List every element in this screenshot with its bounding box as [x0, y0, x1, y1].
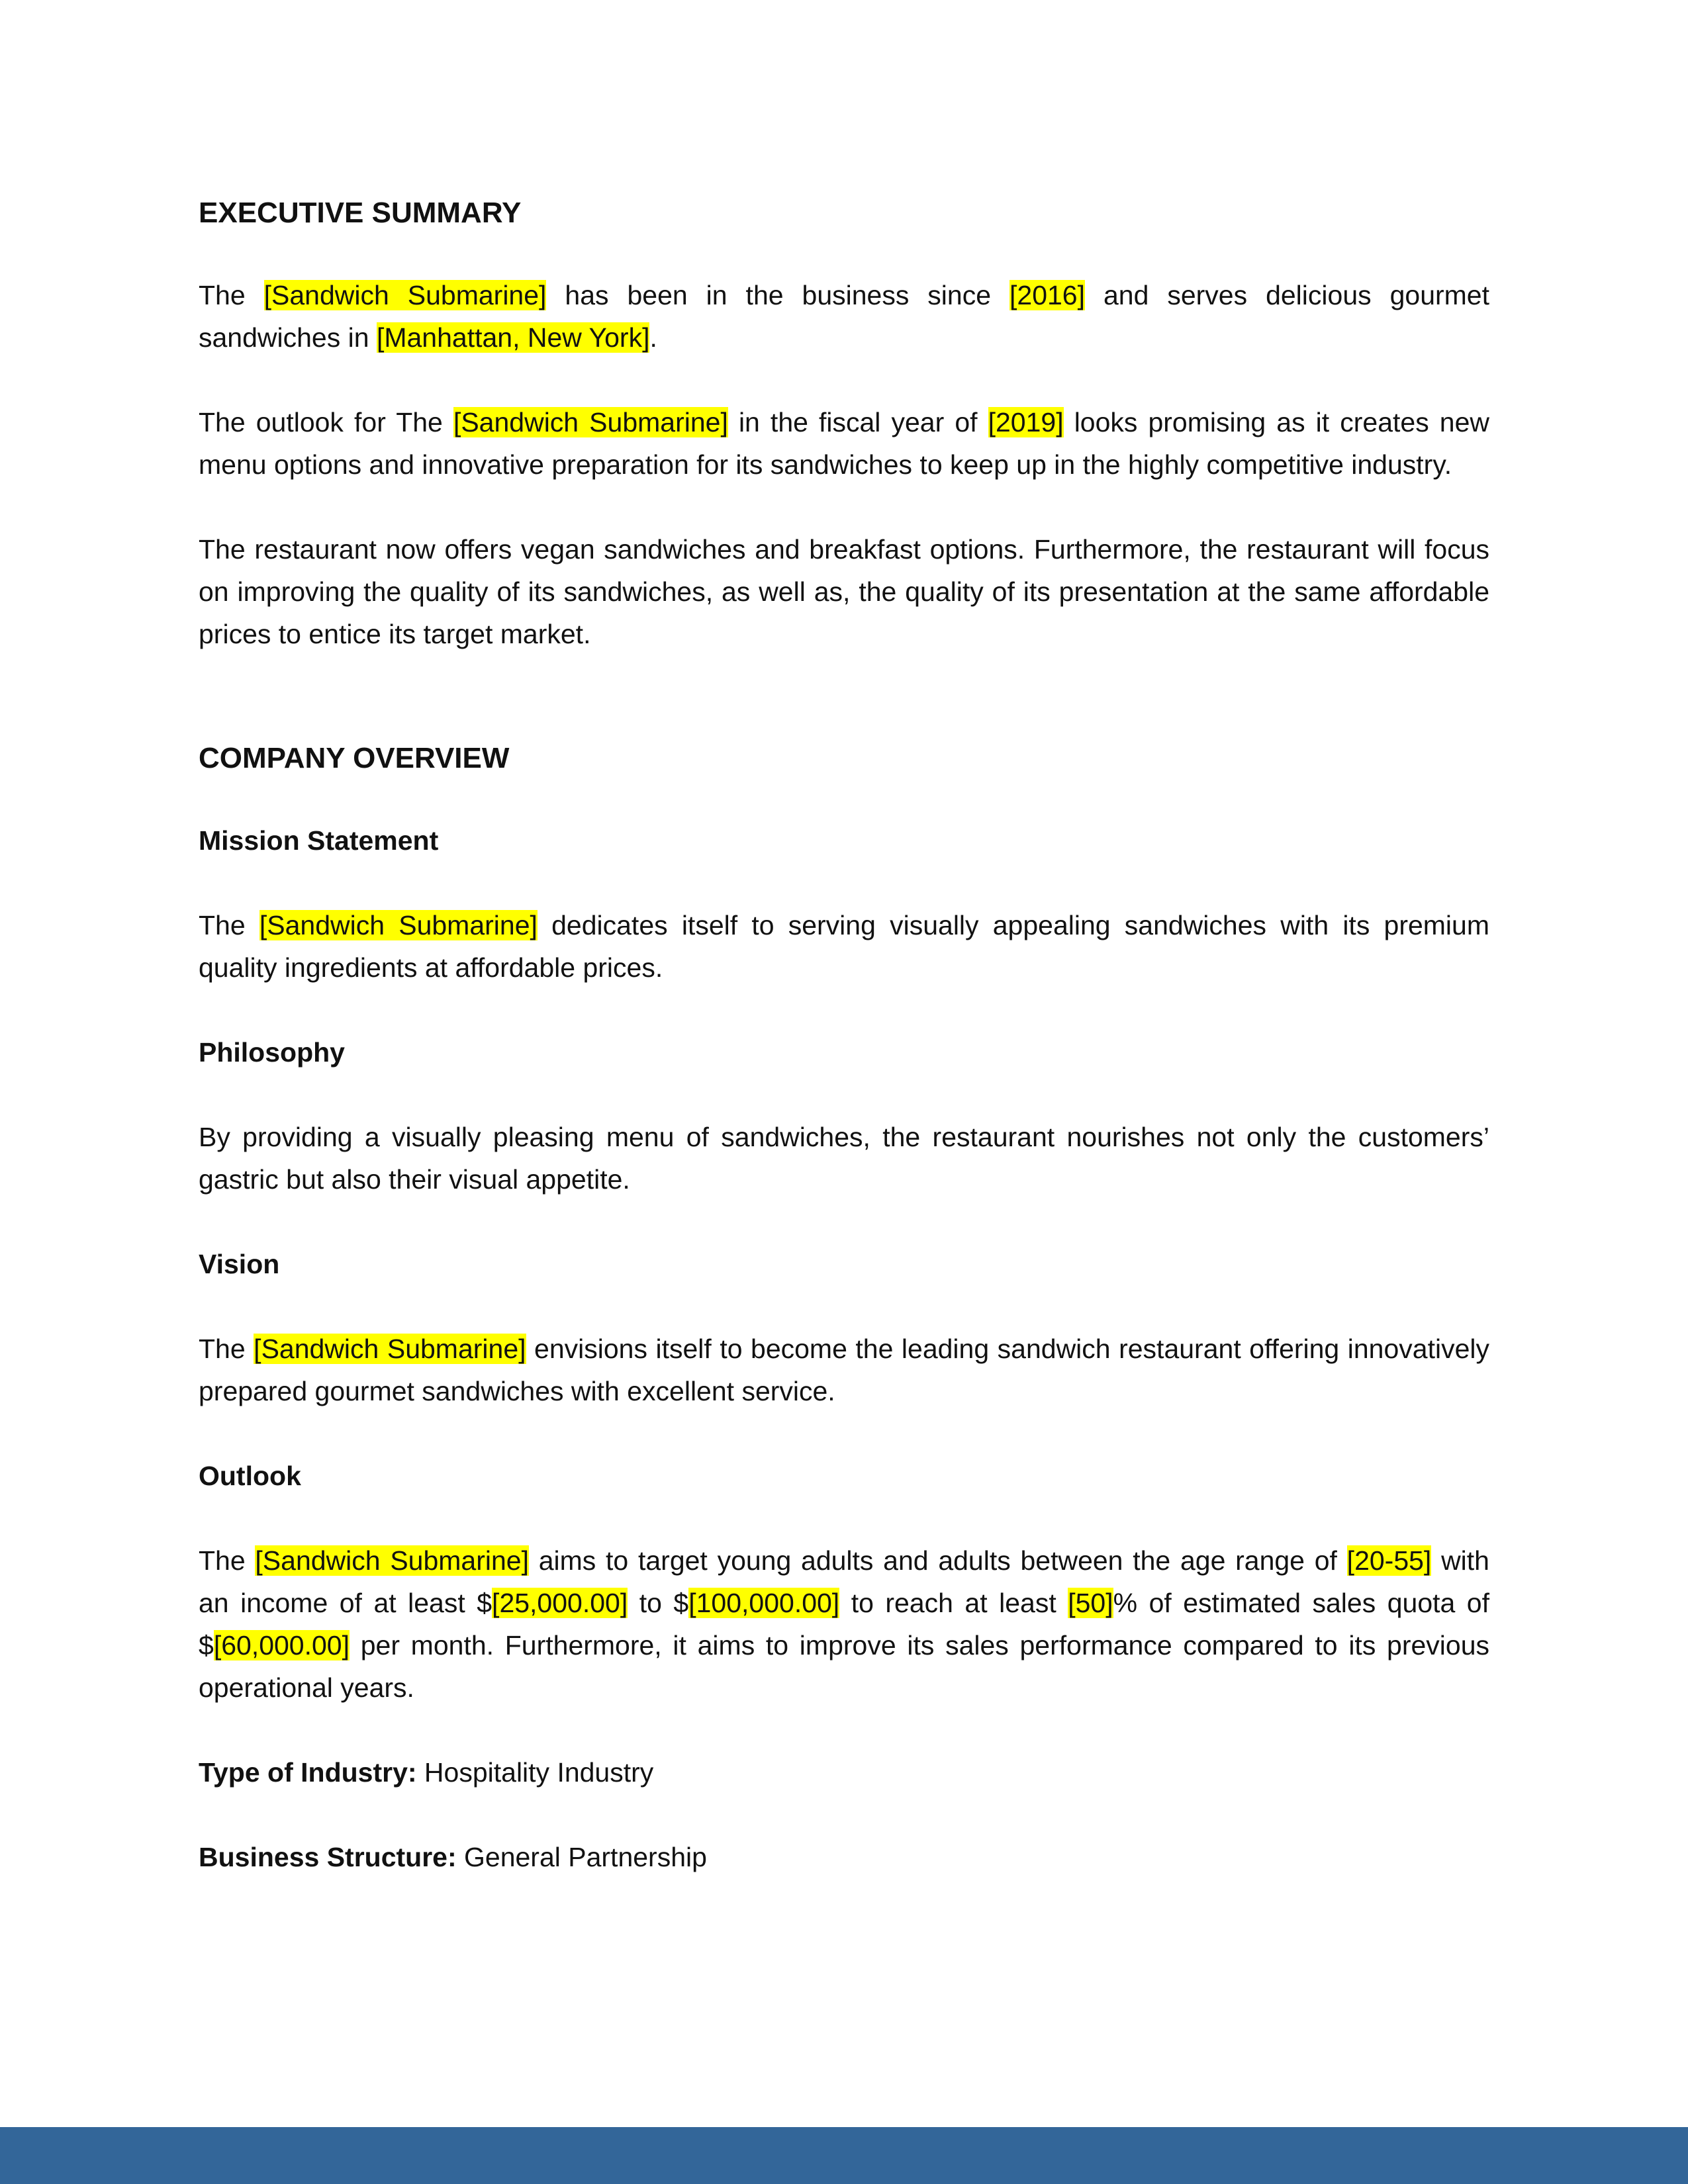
text: to reach at least [839, 1588, 1068, 1618]
company-overview-heading: COMPANY OVERVIEW [199, 742, 510, 774]
text: and serves delicious gourmet sandwiches in [199, 280, 1489, 353]
vision-title: Vision [199, 1249, 280, 1279]
outlook-text [199, 1539, 1489, 1709]
highlighted-placeholder: [25,000.00] [492, 1588, 628, 1618]
mission-statement-title: Mission Statement [199, 825, 439, 856]
business-structure [199, 1836, 1489, 1878]
highlighted-placeholder: [60,000.00] [213, 1630, 350, 1661]
text: The [199, 910, 259, 940]
outlook-title: Outlook [199, 1461, 301, 1491]
text: in the fiscal year of [727, 407, 988, 437]
text: with an income of at least $ [199, 1545, 1489, 1618]
text: % of estimated sales quota of $ [199, 1588, 1489, 1661]
philosophy-title: Philosophy [199, 1037, 345, 1068]
text: looks promising as it creates new menu options and innovative preparation for its sandwiches to keep up in the highly competitive industry. [199, 407, 1489, 480]
document-page [199, 192, 1489, 1921]
text: The [199, 280, 264, 310]
text: The [199, 1334, 254, 1364]
text: dedicates itself to serving visually appealing sandwiches with its premium quality ingredients at affordable prices. [199, 910, 1489, 983]
business-structure-label: Business Structure: [199, 1842, 457, 1872]
text: has been in the business since [546, 280, 1009, 310]
text: aims to target young adults and adults between the age range of [528, 1545, 1347, 1576]
philosophy-text: By providing a visually pleasing menu of sandwiches, the restaurant nourishes not only the customers’ gastric but also their visual appetite. [199, 1122, 1489, 1195]
highlighted-placeholder: [Manhattan, New York] [376, 322, 650, 353]
executive-summary-paragraph-2 [199, 401, 1489, 486]
business-structure-value: General Partnership [456, 1842, 707, 1872]
text: The outlook for The [199, 407, 453, 437]
highlighted-placeholder: [Sandwich Submarine] [453, 407, 728, 437]
type-of-industry-label: Type of Industry: [199, 1757, 417, 1788]
highlighted-placeholder: [50] [1068, 1588, 1113, 1618]
highlighted-placeholder: [Sandwich Submarine] [259, 910, 538, 940]
text: per month. Furthermore, it aims to improve its sales performance compared to its previous operational years. [199, 1630, 1489, 1703]
section-spacer [199, 698, 1489, 737]
type-of-industry-value: Hospitality Industry [416, 1757, 654, 1788]
executive-summary-heading: EXECUTIVE SUMMARY [199, 197, 522, 229]
mission-statement-text [199, 904, 1489, 989]
text: The [199, 1545, 256, 1576]
text: . [649, 322, 657, 353]
text: to $ [628, 1588, 689, 1618]
highlighted-placeholder: [Sandwich Submarine] [254, 1334, 526, 1364]
highlighted-placeholder: [20-55] [1346, 1545, 1432, 1576]
executive-summary-paragraph-3: The restaurant now offers vegan sandwiches and breakfast options. Furthermore, the restaurant will focus on improving the quality of its sandwiches, as well as, the quality of its presentation at the same affordable prices to entice its target market. [199, 534, 1489, 649]
highlighted-placeholder: [100,000.00] [688, 1588, 840, 1618]
highlighted-placeholder: [Sandwich Submarine] [263, 280, 547, 310]
text: envisions itself to become the leading sandwich restaurant offering innovatively prepared gourmet sandwiches with excellent service. [199, 1334, 1489, 1406]
highlighted-placeholder: [2019] [988, 407, 1064, 437]
highlighted-placeholder: [Sandwich Submarine] [255, 1545, 529, 1576]
executive-summary-paragraph-1 [199, 274, 1489, 359]
highlighted-placeholder: [2016] [1009, 280, 1085, 310]
vision-text [199, 1328, 1489, 1412]
footer-bar [0, 2127, 1688, 2184]
type-of-industry [199, 1751, 1489, 1794]
